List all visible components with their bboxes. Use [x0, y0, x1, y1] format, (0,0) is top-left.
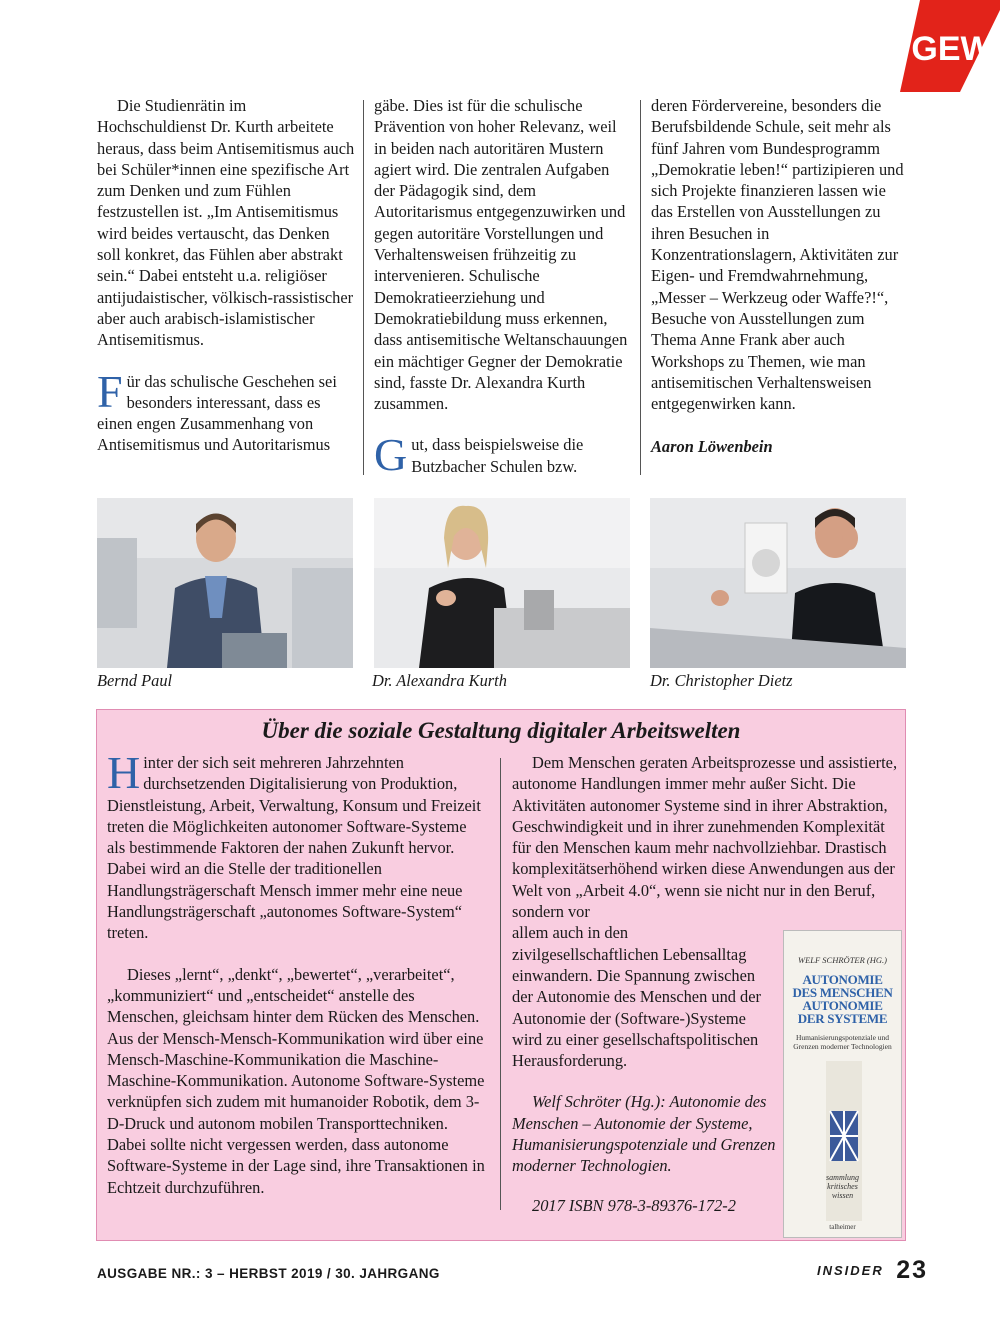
book-title [784, 973, 901, 1025]
info-box-title: Über die soziale Gestaltung digitaler Arbeitswelten [261, 718, 741, 743]
gew-logo-text: GEW [911, 30, 993, 68]
magazine-name: INSIDER [817, 1263, 884, 1278]
info-paragraph [107, 747, 487, 944]
article-column-1 [97, 95, 355, 456]
photo-bernd-paul [97, 498, 353, 668]
drop-cap: G [374, 429, 408, 481]
book-reference: Welf Schröter (Hg.): Autonomie des Menschen – Autonomie der Systeme, Humanisierungspotenziale und Grenzen moderner Technologien. [512, 1092, 776, 1176]
photo-caption: Dr. Alexandra Kurth [372, 671, 507, 690]
info-paragraph: Dieses „lernt“, „denkt“, „bewertet“, „verarbeitet“, „kommuniziert“ und „entscheidet“ anstelle des Menschen, gleichsam hinter dem Rücken des Menschen. Aus der Mensch-Mensch-Kommunikation wird über eine Mensch-Maschine-Kommunikation die Maschine-Maschine-Kommunikation. Autonome Software-Systeme verknüpfen sich zudem mit humanoider Robotik, dem 3-D-Druck und autonom mobilen Transporttechniken. Dabei sollte nicht vergessen werden, dass autonome Software-Systeme in der Lage sind, ihre Transaktionen in Echtzeit durchzuführen. [107, 964, 485, 1197]
book-series [784, 1173, 901, 1200]
article-column-3 [651, 95, 909, 458]
column-divider [640, 100, 641, 475]
article-paragraph [97, 365, 355, 456]
photo-caption: Dr. Christopher Dietz [650, 671, 793, 690]
book-editor: WELF SCHRÖTER (HG.) [797, 955, 887, 965]
book-series-line: kritisches [827, 1182, 858, 1191]
drop-cap: F [97, 365, 123, 417]
page-number: 23 [896, 1256, 928, 1284]
article-paragraph: deren Fördervereine, besonders die Berufsbildende Schule, seit mehr als fünf Jahren vom Bundesprogramm „Demokratie leben!“ partizipieren und sich Projekte finanzieren lassen wie das Erstellen von Ausstellungen zu ihren Besuchen in Konzentrationslagern, Aktivitäten zur Eigen- und Fremdwahrnehmung, „Messer – Werkzeug oder Waffe?!“, Besuche von Ausstellungen zum Thema Anne Frank aber auch Workshops zu Themen, wie man antisemitischen Verhaltensweisen entgegenwirken kann. [651, 96, 904, 414]
issue-info: AUSGABE NR.: 3 – HERBST 2019 / 30. JAHRGANG [97, 1266, 440, 1281]
book-series-line: sammlung [826, 1173, 859, 1182]
info-paragraph: allem auch in den zivilgesellschaftlichen Lebensalltag einwandern. Die Spannung zwischen der Autonomie des Menschen und der Autonomie der (Software-)Systeme wird zu einer gesellschaftspolitischen Herausforderung. [512, 923, 761, 1071]
book-isbn: 2017 ISBN 978-3-89376-172-2 [532, 1195, 736, 1215]
article-text: ür das schulische Geschehen sei besonders interessant, dass es einen engen Zusammenhang von Antisemitismus und Autoritarismus [97, 371, 337, 455]
article-text: ut, dass beispielsweise die Butzbacher Schulen bzw. [411, 435, 584, 476]
article-paragraph: gäbe. Dies ist für die schulische Prävention von hoher Relevanz, weil in beiden nach autoritären Mustern agiert wird. Die zentralen Aufgaben der Pädagogik sind, dem Autoritarismus entgegenzuwirken und gegen autoritäre Vorstellungen und Verhaltensweisen frühzeitig zu intervenieren. Schulische Demokratieerziehung und Demokratiebildung muss erkennen, dass antisemitische Weltanschauungen ein mächtiger Gegner der Demokratie sind, fasste Dr. Alexandra Kurth zusammen. [374, 96, 628, 414]
info-box-left-column [107, 747, 487, 1198]
footer-brand [817, 1256, 928, 1285]
info-text: inter der sich seit mehreren Jahrzehnten durchsetzenden Digitalisierung von Produktion, Dienstleistung, Arbeit, Verwaltung, Konsum und Freizeit treten die Möglichkeiten autonomer Software-Systeme als bestimmende Faktoren der nahen Zukunft hervor. Dabei wird an die Stelle der traditionellen Handlungsträgerschaft Mensch immer mehr eine neue Handlungsträgerschaft „autonomes Software-System“ treten. [107, 753, 481, 943]
book-title-line: AUTONOMIE [802, 972, 883, 987]
gew-logo [890, 0, 1000, 92]
photo-alexandra-kurth [374, 498, 630, 668]
article-paragraph: Die Studienrätin im Hochschuldienst Dr. Kurth arbeitete heraus, dass beim Antisemitismus auch bei Schüler*innen eine spezifische Art zum Denken und zum Fühlen festzustellen ist. „Im Antisemitismus wird beides vertauscht, das Denken soll konkret, das Fühlen aber abstrakt sein.“ Dabei entsteht u.a. religiöser antijudaistischer, völkisch-rassistischer aber auch arabisch-islamistischer Antisemitismus. [97, 96, 355, 350]
book-title-line: DES MENSCHEN [792, 985, 893, 1000]
info-paragraph: Dem Menschen geraten Arbeitsprozesse und assistierte, autonome Handlungen immer mehr außer Sicht. Die Aktivitäten autonomer Systeme sind in ihrer Abstraktion, Geschwindigkeit und in ihrer zunehmenden Komplexität für den Menschen kaum mehr nachvollziehbar. Drastisch komplexitätserhöhend wirken diese Anwendungen aus der Welt von „Arbeit 4.0“, wenn sie nicht nur in den Beruf, sondern vor [512, 753, 898, 922]
article-paragraph [374, 429, 632, 481]
book-title-line: AUTONOMIE [802, 998, 883, 1013]
book-cover [783, 930, 902, 1238]
book-publisher: talheimer [829, 1223, 856, 1231]
photo-caption: Bernd Paul [97, 671, 173, 690]
photo-christopher-dietz [650, 498, 906, 668]
article-author: Aaron Löwenbein [651, 437, 773, 457]
column-divider [363, 100, 364, 475]
book-title-line: DER SYSTEME [797, 1011, 888, 1026]
drop-cap: H [107, 747, 141, 798]
book-series-line: wissen [831, 1191, 854, 1200]
article-column-2 [374, 95, 632, 481]
column-divider [500, 758, 501, 1210]
book-subtitle: Humanisierungspotenziale und Grenzen moderner Technologien [793, 1033, 892, 1051]
